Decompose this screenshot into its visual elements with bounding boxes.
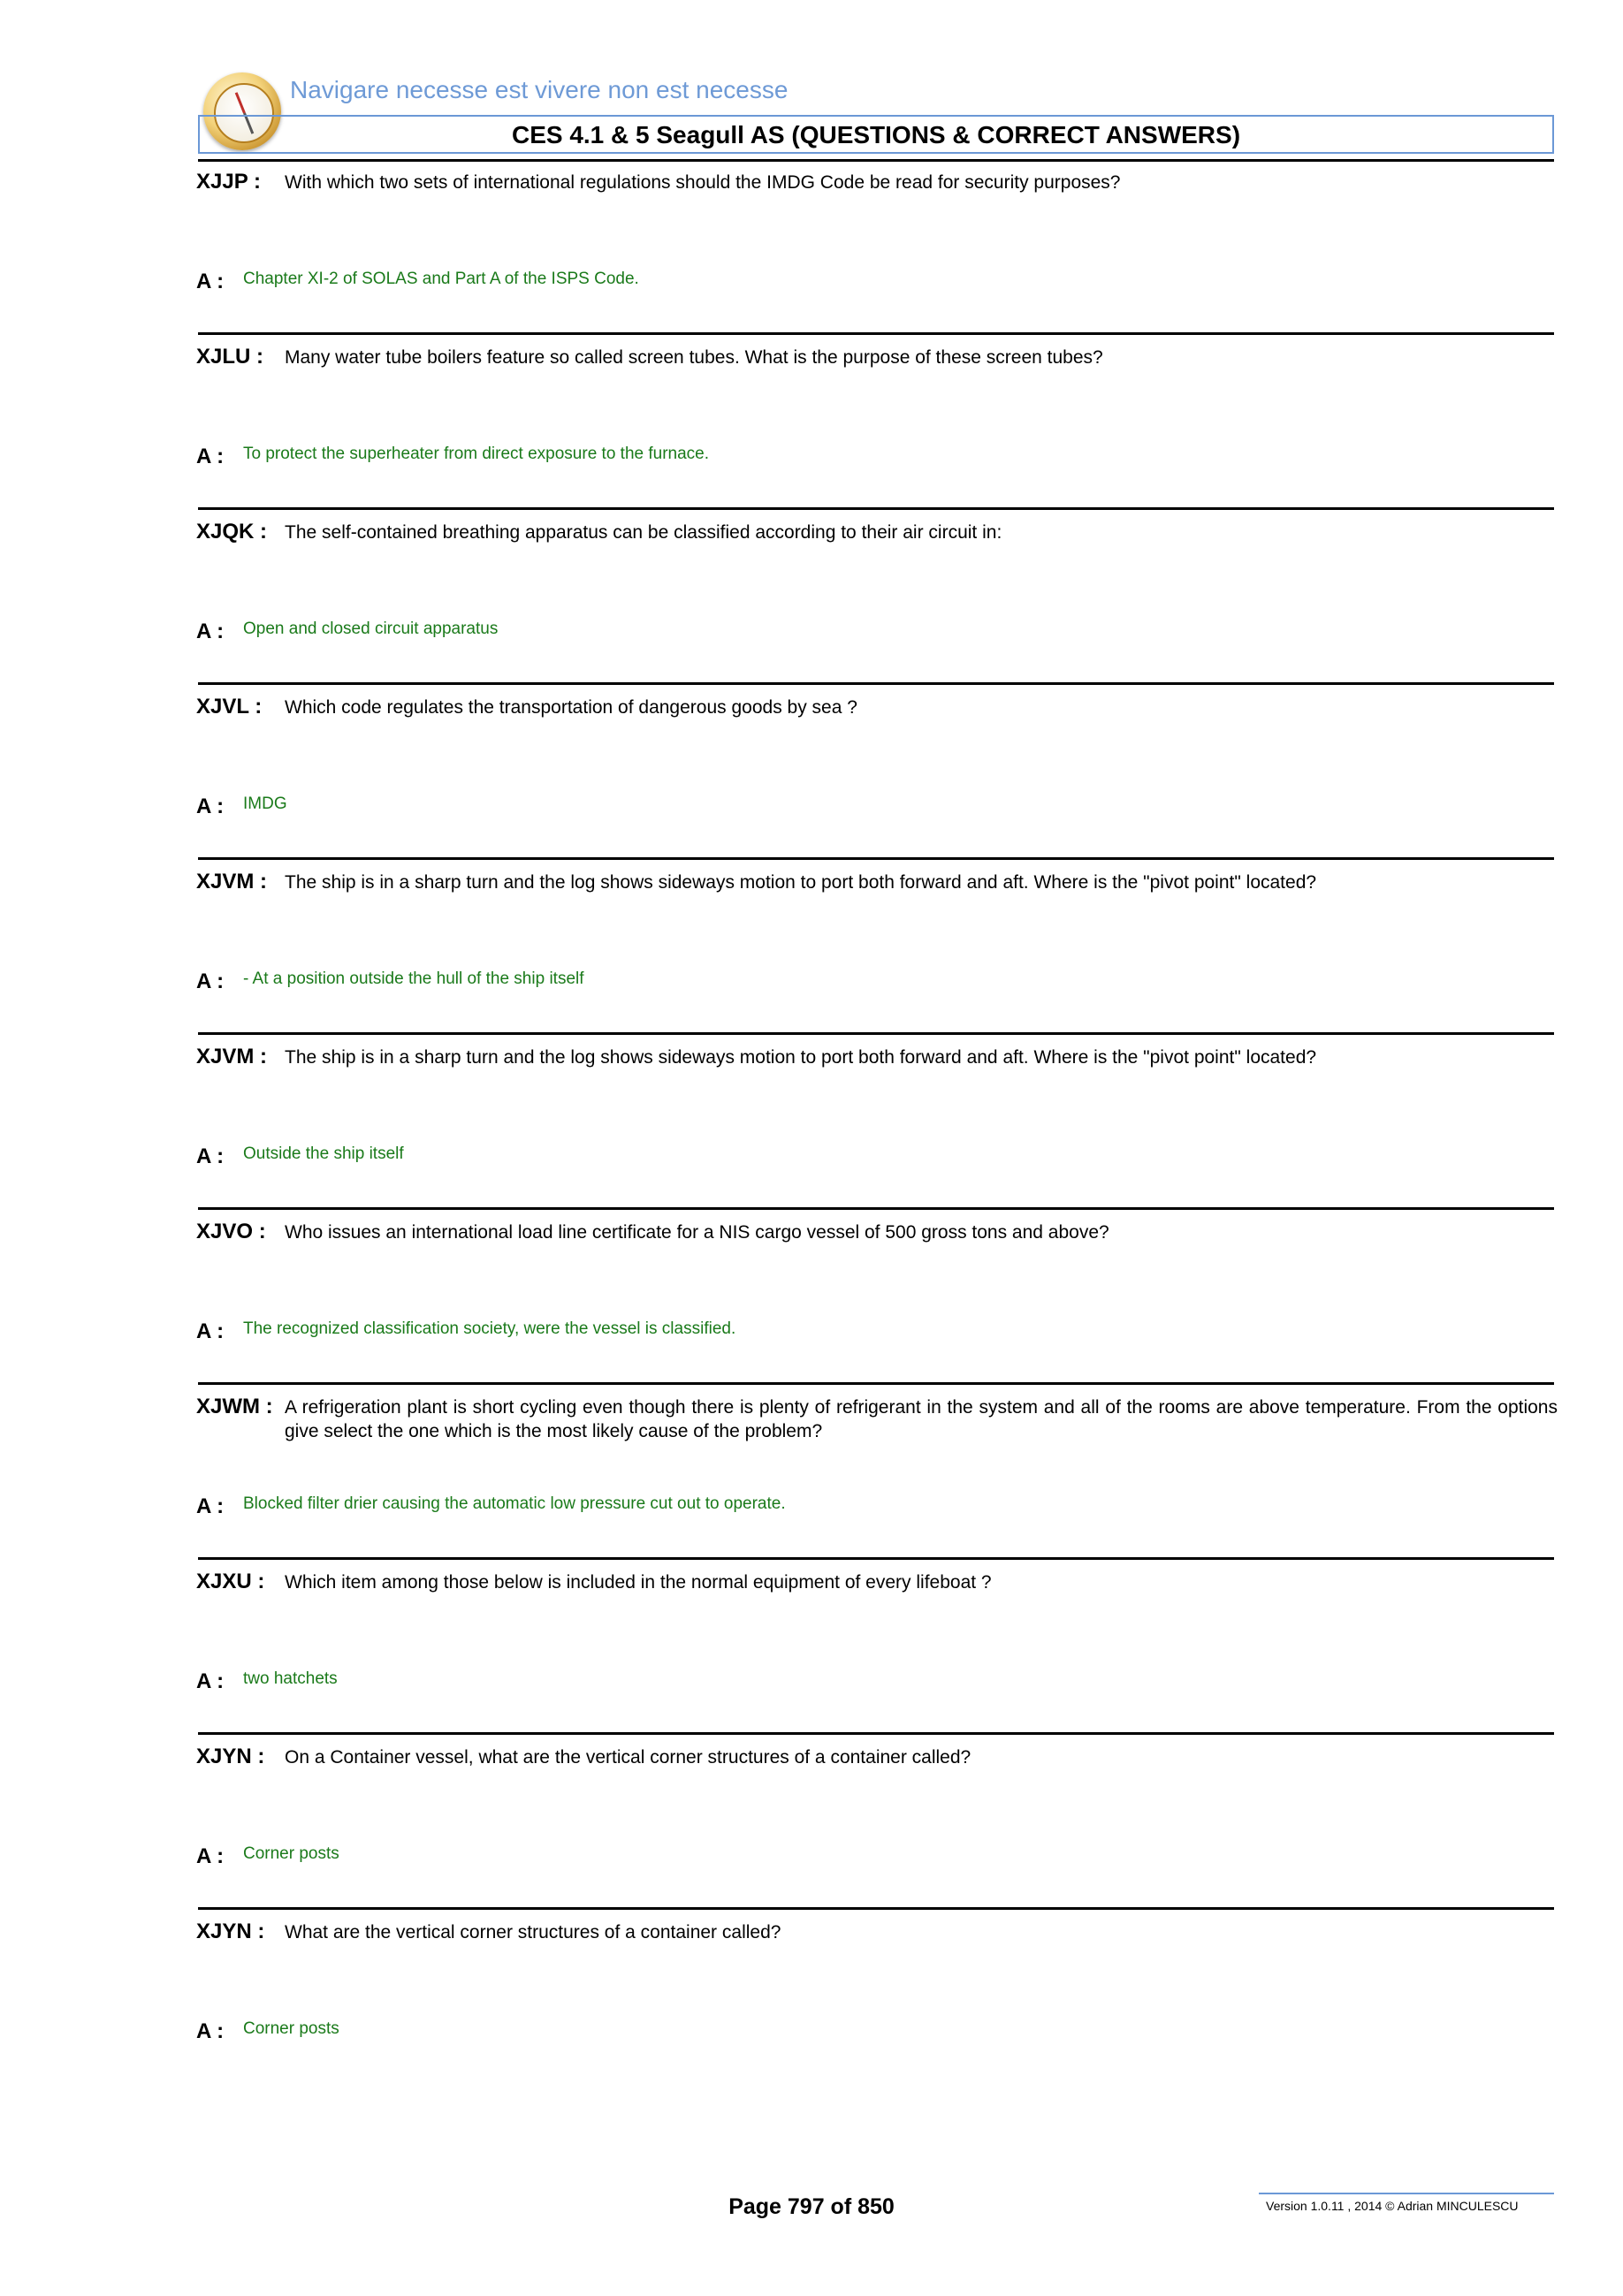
answer-text: Open and closed circuit apparatus bbox=[243, 620, 499, 638]
entry-divider bbox=[198, 1907, 1554, 1910]
question-code: XJWM : bbox=[196, 1395, 273, 1418]
answer-label: A : bbox=[196, 1144, 225, 1168]
qa-entry bbox=[196, 688, 1558, 863]
entry-divider bbox=[198, 1207, 1554, 1210]
question-code: XJVM : bbox=[196, 870, 268, 893]
answer-label: A : bbox=[196, 1844, 225, 1868]
question-code: XJYN : bbox=[196, 1745, 265, 1768]
entry-divider bbox=[198, 1032, 1554, 1035]
answer-text: - At a position outside the hull of the ship itself bbox=[243, 969, 584, 988]
entry-divider bbox=[198, 1557, 1554, 1560]
question-code: XJQK : bbox=[196, 520, 268, 544]
answer-text: Outside the ship itself bbox=[243, 1144, 404, 1163]
qa-entry bbox=[196, 1562, 1558, 1737]
qa-entry bbox=[196, 338, 1558, 513]
question-code: XJYN : bbox=[196, 1920, 265, 1943]
question-code: XJVM : bbox=[196, 1045, 268, 1068]
answer-label: A : bbox=[196, 445, 225, 468]
answer-label: A : bbox=[196, 794, 225, 818]
question-text: Many water tube boilers feature so called screen tubes. What is the purpose of these screen tubes? bbox=[285, 347, 1103, 368]
answer-label: A : bbox=[196, 270, 225, 293]
question-code: XJJP : bbox=[196, 170, 261, 194]
answer-text: Corner posts bbox=[243, 1844, 339, 1863]
question-text: Which item among those below is included in the normal equipment of every lifeboat ? bbox=[285, 1572, 992, 1593]
qa-entry bbox=[196, 1387, 1558, 1562]
answer-text: IMDG bbox=[243, 794, 287, 813]
question-code: XJXU : bbox=[196, 1570, 265, 1593]
entry-divider bbox=[198, 682, 1554, 685]
answer-text: Blocked filter drier causing the automatic low pressure cut out to operate. bbox=[243, 1494, 786, 1513]
entry-divider bbox=[198, 332, 1554, 335]
answer-text: The recognized classification society, were the vessel is classified. bbox=[243, 1319, 736, 1338]
answer-label: A : bbox=[196, 620, 225, 643]
title-box bbox=[198, 115, 1554, 154]
entry-divider bbox=[198, 1732, 1554, 1735]
question-text: The ship is in a sharp turn and the log shows sideways motion to port both forward and aft. Where is the "pivot point" located? bbox=[285, 1047, 1317, 1068]
qa-entry bbox=[196, 1213, 1558, 1387]
answer-label: A : bbox=[196, 2019, 225, 2043]
answer-label: A : bbox=[196, 1494, 225, 1518]
answer-label: A : bbox=[196, 969, 225, 993]
question-code: XJVL : bbox=[196, 695, 263, 718]
answer-text: two hatchets bbox=[243, 1669, 338, 1688]
version-note: Version 1.0.11 , 2014 © Adrian MINCULESCU bbox=[1266, 2199, 1519, 2213]
question-text: What are the vertical corner structures of a container called? bbox=[285, 1922, 781, 1942]
question-text: With which two sets of international regulations should the IMDG Code be read for security purposes? bbox=[285, 172, 1121, 193]
question-text: A refrigeration plant is short cycling even though there is plenty of refrigerant in the system and all of the rooms are above temperature. From the options give select the one which is the most likely cause of the problem? bbox=[285, 1397, 1558, 1441]
question-text: Which code regulates the transportation of dangerous goods by sea ? bbox=[285, 697, 857, 718]
entry-divider bbox=[198, 1382, 1554, 1385]
entry-divider bbox=[198, 857, 1554, 860]
page-title: CES 4.1 & 5 Seagull AS (QUESTIONS & CORRECT ANSWERS) bbox=[511, 121, 1241, 148]
qa-entry bbox=[196, 863, 1558, 1038]
answer-label: A : bbox=[196, 1319, 225, 1343]
title-divider bbox=[198, 159, 1554, 162]
question-text: The ship is in a sharp turn and the log shows sideways motion to port both forward and aft. Where is the "pivot point" located? bbox=[285, 872, 1317, 893]
answer-text: Chapter XI-2 of SOLAS and Part A of the ISPS Code. bbox=[243, 270, 639, 288]
qa-entry bbox=[196, 1912, 1558, 2087]
answer-text: To protect the superheater from direct exposure to the furnace. bbox=[243, 445, 710, 463]
question-text: Who issues an international load line certificate for a NIS cargo vessel of 500 gross tons and above? bbox=[285, 1222, 1109, 1243]
page-number: Page 797 of 850 bbox=[728, 2194, 895, 2219]
answer-text: Corner posts bbox=[243, 2019, 339, 2038]
question-code: XJLU : bbox=[196, 345, 264, 369]
question-code: XJVO : bbox=[196, 1220, 266, 1243]
version-divider bbox=[1259, 2193, 1554, 2194]
qa-entry bbox=[196, 1737, 1558, 1912]
question-text: The self-contained breathing apparatus can be classified according to their air circuit in: bbox=[285, 522, 1002, 543]
answer-label: A : bbox=[196, 1669, 225, 1693]
qa-entry bbox=[196, 163, 1558, 338]
entry-divider bbox=[198, 507, 1554, 510]
qa-entry bbox=[196, 1038, 1558, 1213]
question-text: On a Container vessel, what are the vertical corner structures of a container called? bbox=[285, 1747, 972, 1768]
header-motto: Navigare necesse est vivere non est necesse bbox=[290, 76, 789, 103]
qa-entry bbox=[196, 513, 1558, 688]
